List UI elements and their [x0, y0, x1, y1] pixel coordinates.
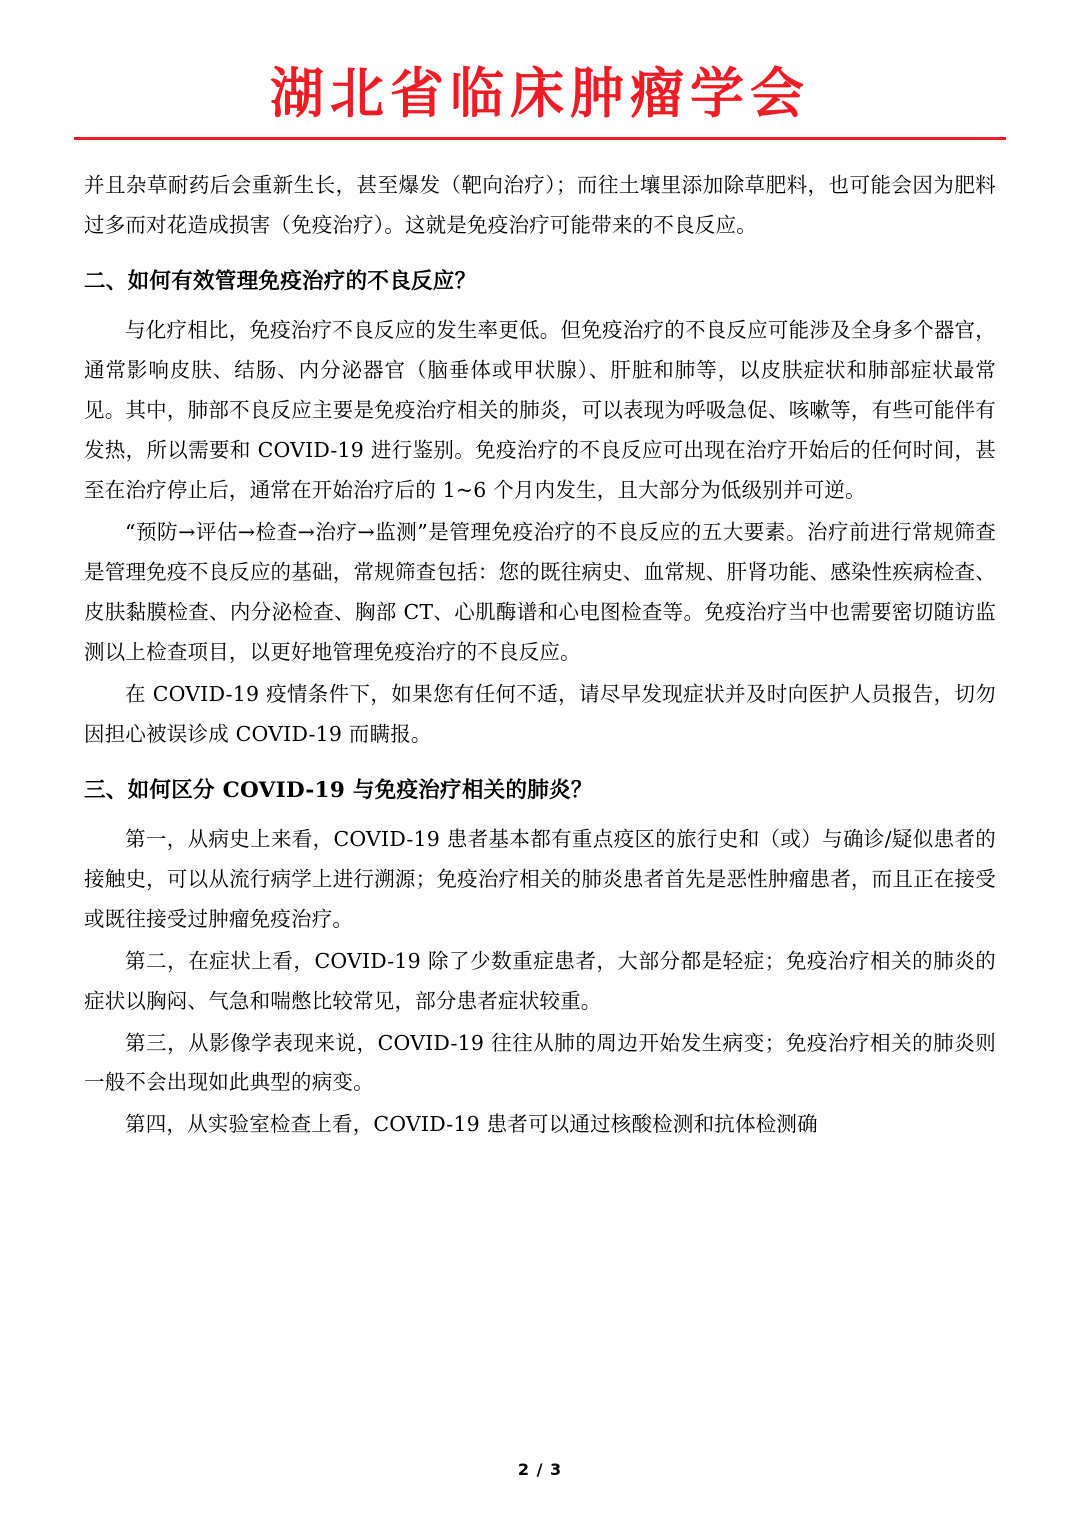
- document-body: [74, 166, 1006, 1145]
- paragraph: “预防→评估→检查→治疗→监测”是管理免疫治疗的不良反应的五大要素。治疗前进行常规筛查是管理免疫不良反应的基础，常规筛查包括：您的既往病史、血常规、肝肾功能、感染性疾病检查、皮肤黏膜检查、内分泌检查、胸部 CT、心肌酶谱和心电图检查等。免疫治疗当中也需要密切随访监测以上检查项目，以更好地管理免疫治疗的不良反应。: [84, 520, 996, 664]
- paragraph: 第一，从病史上来看，COVID-19 患者基本都有重点疫区的旅行史和（或）与确诊/疑似患者的接触史，可以从流行病学上进行溯源；免疫治疗相关的肺炎患者首先是恶性肿瘤患者，而且正在接受或既往接受过肿瘤免疫治疗。: [84, 826, 996, 931]
- letterhead-divider: [74, 137, 1006, 140]
- paragraph: 第二，在症状上看，COVID-19 除了少数重症患者，大部分都是轻症；免疫治疗相关的肺炎的症状以胸闷、气急和喘憋比较常见，部分患者症状较重。: [84, 948, 996, 1013]
- page-footer: [0, 1460, 1080, 1479]
- paragraph: 第四，从实验室检查上看，COVID-19 患者可以通过核酸检测和抗体检测确: [125, 1112, 818, 1137]
- page-number: 2 / 3: [517, 1460, 563, 1479]
- paragraph: 第三，从影像学表现来说，COVID-19 往往从肺的周边开始发生病变；免疫治疗相关的肺炎则一般不会出现如此典型的病变。: [84, 1030, 996, 1095]
- paragraph: 在 COVID-19 疫情条件下，如果您有任何不适，请尽早发现症状并及时向医护人员报告，切勿因担心被误诊成 COVID-19 而瞒报。: [84, 681, 996, 746]
- organization-title: 湖北省临床肿瘤学会: [270, 61, 810, 125]
- section-heading: 二、如何有效管理免疫治疗的不良反应？: [84, 269, 477, 295]
- paragraph: 与化疗相比，免疫治疗不良反应的发生率更低。但免疫治疗的不良反应可能涉及全身多个器官，通常影响皮肤、结肠、内分泌器官（脑垂体或甲状腺）、肝脏和肺等，以皮肤症状和肺部症状最常见。其中，肺部不良反应主要是免疫治疗相关的肺炎，可以表现为呼吸急促、咳嗽等，有些可能伴有发热，所以需要和 COVID-19 进行鉴别。免疫治疗的不良反应可出现在治疗开始后的任何时间，甚至在治疗停止后，通常在开始治疗后的 1~6 个月内发生，且大部分为低级别并可逆。: [84, 318, 996, 503]
- section-heading: 三、如何区分 COVID-19 与免疫治疗相关的肺炎？: [84, 777, 593, 803]
- letterhead: [74, 52, 1006, 140]
- paragraph: 并且杂草耐药后会重新生长，甚至爆发（靶向治疗）；而往土壤里添加除草肥料，也可能会因为肥料过多而对花造成损害（免疫治疗）。这就是免疫治疗可能带来的不良反应。: [84, 173, 996, 238]
